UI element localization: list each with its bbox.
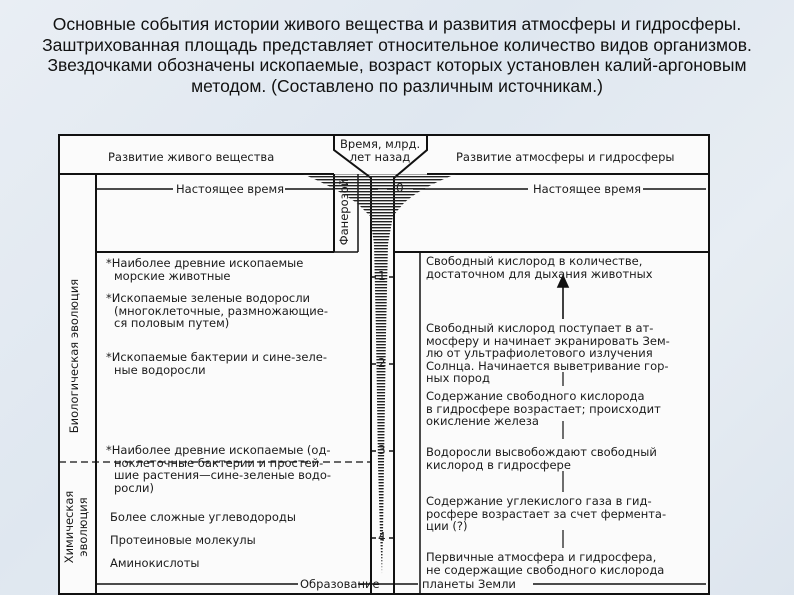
present-time-left: Настоящее время xyxy=(176,182,285,196)
left-event-5: Более сложные углеводороды xyxy=(110,510,296,524)
chemical-evolution-label-line2: эволюция xyxy=(76,497,90,557)
left-event-1: *Наиболее древние ископаемые морские животные xyxy=(106,256,304,283)
bottom-planet-earth: планеты Земли xyxy=(422,577,516,591)
right-event-4: Водоросли высвобождают свободный кислород в гидросфере xyxy=(426,445,657,472)
tick-2: 2 xyxy=(378,356,386,370)
right-event-1: Свободный кислород в количестве, достаточном для дыхания животных xyxy=(426,254,653,281)
header-time-line1: Время, млрд. xyxy=(340,137,421,151)
right-event-5: Содержание углекислого газа в гид- росфере возрастает за счет ферментa- ции (?) xyxy=(426,494,667,533)
right-event-6: Первичные атмосфера и гидросфера, не содержащие свободного кислорода xyxy=(426,550,665,577)
chemical-evolution-label-line1: Химическая xyxy=(62,490,76,564)
tick-3: 3 xyxy=(378,443,386,457)
bottom-formation: Образование xyxy=(300,577,380,591)
figure-caption: Основные события истории живого вещества и развития атмосферы и гидросферы. Заштрихованная площадь представляет относительное количество видов организмов. Звездочками обозначены ископаемые, возраст которых установлен калий-аргоновым методом. (Составлено по различным источникам.) xyxy=(42,14,752,96)
right-event-3: Содержание свободного кислорода в гидросфере возрастает; происходит окисление железа xyxy=(426,389,661,428)
tick-1: 1 xyxy=(378,269,386,283)
tick-4: 4 xyxy=(378,530,386,544)
left-event-3: *Ископаемые бактерии и сине-зеле- ные водоросли xyxy=(106,350,327,377)
phanerozoic-label: Фанерозой xyxy=(337,178,351,246)
tick-0: 0 xyxy=(396,181,404,195)
header-living-matter: Развитие живого вещества xyxy=(108,150,275,164)
evolution-diagram xyxy=(58,134,710,595)
left-event-7: Аминокислоты xyxy=(110,556,200,570)
header-atmosphere: Развитие атмосферы и гидросферы xyxy=(456,150,675,164)
present-time-right: Настоящее время xyxy=(533,182,642,196)
left-event-6: Протеиновые молекулы xyxy=(110,533,256,547)
biological-evolution-label: Биологическая эволюция xyxy=(67,278,81,434)
right-event-2: Свободный кислород поступает в ат- мосферу и начинает экранировать Зем- лю от ультрафиолетового излучения Солнца. Начинается выветривание гор- ных пород xyxy=(426,321,670,385)
header-time-line2: лет назад xyxy=(349,150,411,164)
left-event-4: *Наиболее древние ископаемые (од- ноклеточные бактерии и простей- шие растения—сине-зеленые водо- росли) xyxy=(106,443,332,495)
left-event-2: *Ископаемые зеленые водоросли (многоклеточные, размножающие- ся половым путем) xyxy=(106,291,328,330)
